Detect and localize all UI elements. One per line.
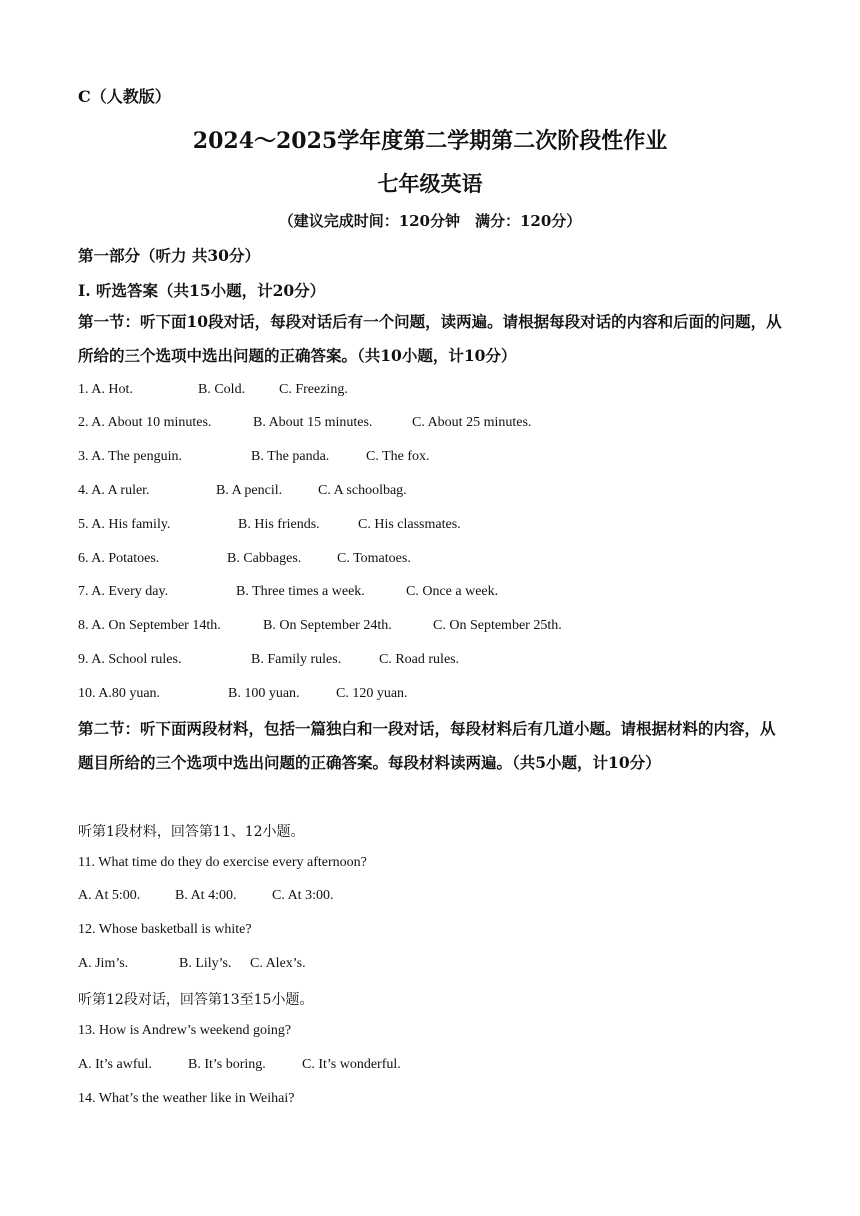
option-b: B. On September 24th. bbox=[263, 618, 392, 633]
option-b: B. About 15 minutes. bbox=[253, 415, 373, 430]
question-11-options bbox=[78, 888, 333, 904]
option-a: 1. A. Hot. bbox=[78, 382, 133, 397]
subsection1-instructions: 第一节：听下面10段对话，每段对话后有一个问题，读两遍。请根据每段对话的内容和后面的问题，从所给的三个选项中选出问题的正确答案。（共10小题，计10分） bbox=[78, 312, 782, 365]
option-b: B. Three times a week. bbox=[236, 584, 365, 599]
question-11: 11. What time do they do exercise every afternoon? bbox=[78, 855, 367, 870]
option-b: B. 100 yuan. bbox=[228, 686, 300, 701]
option-b: B. At 4:00. bbox=[175, 888, 237, 903]
exam-title: 2024～2025学年度第二学期第二次阶段性作业 bbox=[192, 128, 668, 154]
option-b: B. It’s boring. bbox=[188, 1057, 266, 1072]
option-a: 4. A. A ruler. bbox=[78, 483, 150, 498]
option-b: B. Family rules. bbox=[251, 652, 342, 667]
material2-note: 听第12段对话，回答第13至15小题。 bbox=[78, 992, 314, 1008]
option-a: 8. A. On September 14th. bbox=[78, 618, 221, 633]
option-a: 10. A.80 yuan. bbox=[78, 686, 161, 701]
option-a: 7. A. Every day. bbox=[78, 584, 169, 599]
question-7 bbox=[78, 584, 498, 600]
part1-heading: 第一部分（听力 共30分） bbox=[78, 246, 260, 265]
option-a: 2. A. About 10 minutes. bbox=[78, 415, 212, 430]
question-9 bbox=[78, 652, 459, 668]
option-c: C. On September 25th. bbox=[433, 618, 562, 633]
question-6 bbox=[78, 551, 411, 567]
option-b: B. The panda. bbox=[251, 449, 330, 464]
option-c: C. At 3:00. bbox=[272, 888, 334, 903]
question-14: 14. What’s the weather like in Weihai? bbox=[78, 1091, 295, 1106]
option-b: B. Cold. bbox=[198, 382, 246, 397]
question-13: 13. How is Andrew’s weekend going? bbox=[78, 1023, 292, 1038]
option-c: C. Road rules. bbox=[379, 652, 460, 667]
question-12-options bbox=[78, 956, 306, 972]
option-a: 3. A. The penguin. bbox=[78, 449, 182, 464]
time-hint: （建议完成时间：120分钟 满分：120分） bbox=[278, 212, 582, 230]
question-8 bbox=[78, 618, 562, 634]
option-b: B. Lily’s. bbox=[179, 956, 232, 971]
option-c: C. About 25 minutes. bbox=[412, 415, 532, 430]
option-a: A. At 5:00. bbox=[78, 888, 141, 903]
option-b: B. His friends. bbox=[238, 517, 320, 532]
question-12: 12. Whose basketball is white? bbox=[78, 922, 252, 937]
question-3 bbox=[78, 449, 430, 465]
question-5 bbox=[78, 517, 461, 533]
option-a: A. It’s awful. bbox=[78, 1057, 152, 1072]
option-c: C. The fox. bbox=[366, 449, 430, 464]
option-c: C. A schoolbag. bbox=[318, 483, 407, 498]
option-b: B. A pencil. bbox=[216, 483, 283, 498]
option-a: A. Jim’s. bbox=[78, 956, 129, 971]
option-c: C. Tomatoes. bbox=[337, 551, 411, 566]
option-c: C. Once a week. bbox=[406, 584, 499, 599]
subsection2-instructions: 第二节：听下面两段材料，包括一篇独白和一段对话，每段材料后有几道小题。请根据材料的内容，从题目所给的三个选项中选出问题的正确答案。每段材料读两遍。（共5小题，计10分） bbox=[78, 719, 776, 772]
option-c: C. 120 yuan. bbox=[336, 686, 408, 701]
question-1 bbox=[78, 382, 348, 398]
edition-tag: C（人教版） bbox=[78, 87, 171, 106]
exam-subtitle: 七年级英语 bbox=[377, 171, 483, 196]
option-c: C. His classmates. bbox=[358, 517, 461, 532]
question-13-options bbox=[78, 1057, 401, 1073]
option-c: C. Alex’s. bbox=[250, 956, 306, 971]
option-b: B. Cabbages. bbox=[227, 551, 302, 566]
section-heading: Ⅰ. 听选答案（共15小题，计20分） bbox=[78, 281, 326, 300]
option-c: C. It’s wonderful. bbox=[302, 1057, 401, 1072]
option-a: 6. A. Potatoes. bbox=[78, 551, 160, 566]
question-2 bbox=[78, 415, 531, 431]
option-c: C. Freezing. bbox=[279, 382, 348, 397]
question-10 bbox=[78, 686, 408, 702]
option-a: 9. A. School rules. bbox=[78, 652, 182, 667]
option-a: 5. A. His family. bbox=[78, 517, 171, 532]
question-4 bbox=[78, 483, 407, 499]
material1-note: 听第1段材料，回答第11、12小题。 bbox=[78, 824, 305, 840]
